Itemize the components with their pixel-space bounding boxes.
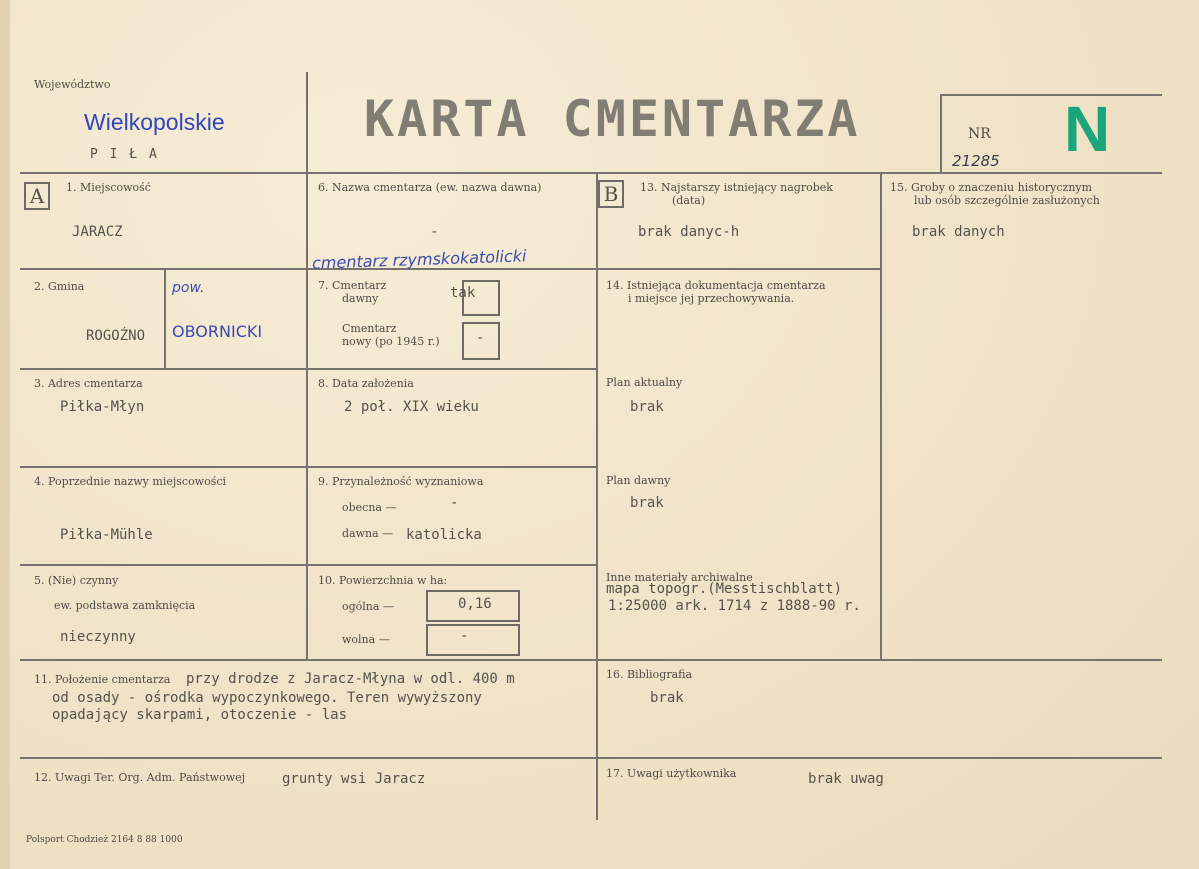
col-divider-1 xyxy=(306,172,308,660)
voivodeship-label: Województwo xyxy=(34,78,111,91)
field-2-note: pow. xyxy=(172,280,205,296)
field-7-value: tak xyxy=(450,285,476,301)
field-8-value: 2 poł. XIX wieku xyxy=(344,399,479,415)
field-2-value: ROGOŹNO xyxy=(86,328,146,344)
field-12-label: 12. Uwagi Ter. Org. Adm. Państwowej xyxy=(34,771,246,784)
section-b-marker: B xyxy=(598,180,624,208)
field-4-label: 4. Poprzednie nazwy miejscowości xyxy=(34,475,227,488)
field-15-label: 15. Groby o znaczeniu historycznym xyxy=(890,181,1093,194)
row-rule-3 xyxy=(20,466,596,468)
header-rule xyxy=(20,172,1162,174)
field-13-sublabel: (data) xyxy=(672,194,706,207)
field-5-value: nieczynny xyxy=(60,629,136,645)
row-rule-5 xyxy=(20,659,1162,661)
plan-current-value: brak xyxy=(630,399,664,415)
field-1-label: 1. Miejscowość xyxy=(66,181,151,194)
nr-box-left xyxy=(940,94,942,174)
field-10-free-label: wolna — xyxy=(342,633,390,646)
field-1-value: JARACZ xyxy=(72,224,123,240)
row-rule-2 xyxy=(20,368,596,370)
field-16-value: brak xyxy=(650,690,684,706)
field-17-value: brak uwag xyxy=(808,771,884,787)
field-7-label: 7. Cmentarz xyxy=(318,279,387,292)
field-9-current-label: obecna — xyxy=(342,501,397,514)
field-7-sublabel: dawny xyxy=(342,292,379,305)
field-3-label: 3. Adres cmentarza xyxy=(34,377,143,390)
row-rule-1 xyxy=(20,268,596,270)
field-12-value: grunty wsi Jaracz xyxy=(282,771,426,787)
field-2-county: OBORNICKI xyxy=(172,322,263,341)
field-15-value: brak danych xyxy=(912,224,1005,240)
field-9-label: 9. Przynależność wyznaniowa xyxy=(318,475,484,488)
field-13-value: brak danyc-h xyxy=(638,224,740,240)
row-rule-6 xyxy=(20,757,1162,759)
field-10-free-value: - xyxy=(460,628,469,644)
field-11-line-2: od osady - ośrodka wypoczynkowego. Teren wywyższony xyxy=(52,690,482,706)
field-6-value: - xyxy=(430,224,439,240)
field-9-current-value: - xyxy=(450,495,459,511)
nr-label: NR xyxy=(968,126,991,142)
field-14-sublabel: i miejsce jej przechowywania. xyxy=(628,292,795,305)
header-divider xyxy=(306,72,308,174)
field-7-new-sublabel: nowy (po 1945 r.) xyxy=(342,335,440,348)
paper-edge xyxy=(0,0,10,869)
field-9-former-label: dawna — xyxy=(342,527,394,540)
col-divider-a xyxy=(164,268,166,368)
field-11-line-3: opadający skarpami, otoczenie - las xyxy=(52,707,348,723)
field-6-label: 6. Nazwa cmentarza (ew. nazwa dawna) xyxy=(318,181,542,194)
field-13-label: 13. Najstarszy istniejący nagrobek xyxy=(640,181,833,194)
nr-value: 21285 xyxy=(952,152,1000,170)
row-rule-4 xyxy=(20,564,596,566)
nr-box-top xyxy=(940,94,1162,96)
printer-imprint: Polsport Chodzież 2164 8 88 1000 xyxy=(26,835,183,845)
voivodeship-value: Wielkopolskie xyxy=(84,109,225,135)
plan-current-label: Plan aktualny xyxy=(606,376,683,389)
field-17-label: 17. Uwagi użytkownika xyxy=(606,767,737,780)
section-a-marker: A xyxy=(24,182,50,210)
field-7-new-label: Cmentarz xyxy=(342,322,397,335)
plan-former-value: brak xyxy=(630,495,664,511)
field-11-line-1: przy drodze z Jaracz-Młyna w odl. 400 m xyxy=(186,671,515,687)
field-6-handwritten: cmentarz rzymskokatolicki xyxy=(311,246,527,273)
field-16-label: 16. Bibliografia xyxy=(606,668,693,681)
field-4-value: Piłka-Mühle xyxy=(60,527,153,543)
field-5-sublabel: ew. podstawa zamknięcia xyxy=(54,599,196,612)
other-materials-line-1: mapa topogr.(Messtischblatt) xyxy=(606,581,843,597)
free-area-box xyxy=(426,624,520,656)
other-materials-label: Inne materiały archiwalne xyxy=(606,571,753,584)
field-9-former-value: katolicka xyxy=(406,527,482,543)
category-mark: N xyxy=(1064,93,1111,165)
col-divider-3 xyxy=(880,172,882,660)
field-14-label: 14. Istniejąca dokumentacja cmentarza xyxy=(606,279,826,292)
field-10-total-label: ogólna — xyxy=(342,600,394,613)
field-3-value: Piłka-Młyn xyxy=(60,399,145,415)
row-rule-1b xyxy=(596,268,880,270)
other-materials-line-2: 1:25000 ark. 1714 z 1888-90 r. xyxy=(608,598,861,614)
field-8-label: 8. Data założenia xyxy=(318,377,414,390)
field-2-label: 2. Gmina xyxy=(34,280,85,293)
field-10-label: 10. Powierzchnia w ha: xyxy=(318,574,448,587)
field-15-sublabel: lub osób szczególnie zasłużonych xyxy=(914,194,1100,207)
field-10-total-value: 0,16 xyxy=(458,596,492,612)
plan-former-label: Plan dawny xyxy=(606,474,671,487)
field-7-new-value: - xyxy=(476,330,485,346)
card-title: KARTA CMENTARZA xyxy=(364,90,861,148)
county-value: P I Ł A xyxy=(90,147,159,162)
field-11-label: 11. Położenie cmentarza xyxy=(34,673,171,686)
field-5-label: 5. (Nie) czynny xyxy=(34,574,119,587)
